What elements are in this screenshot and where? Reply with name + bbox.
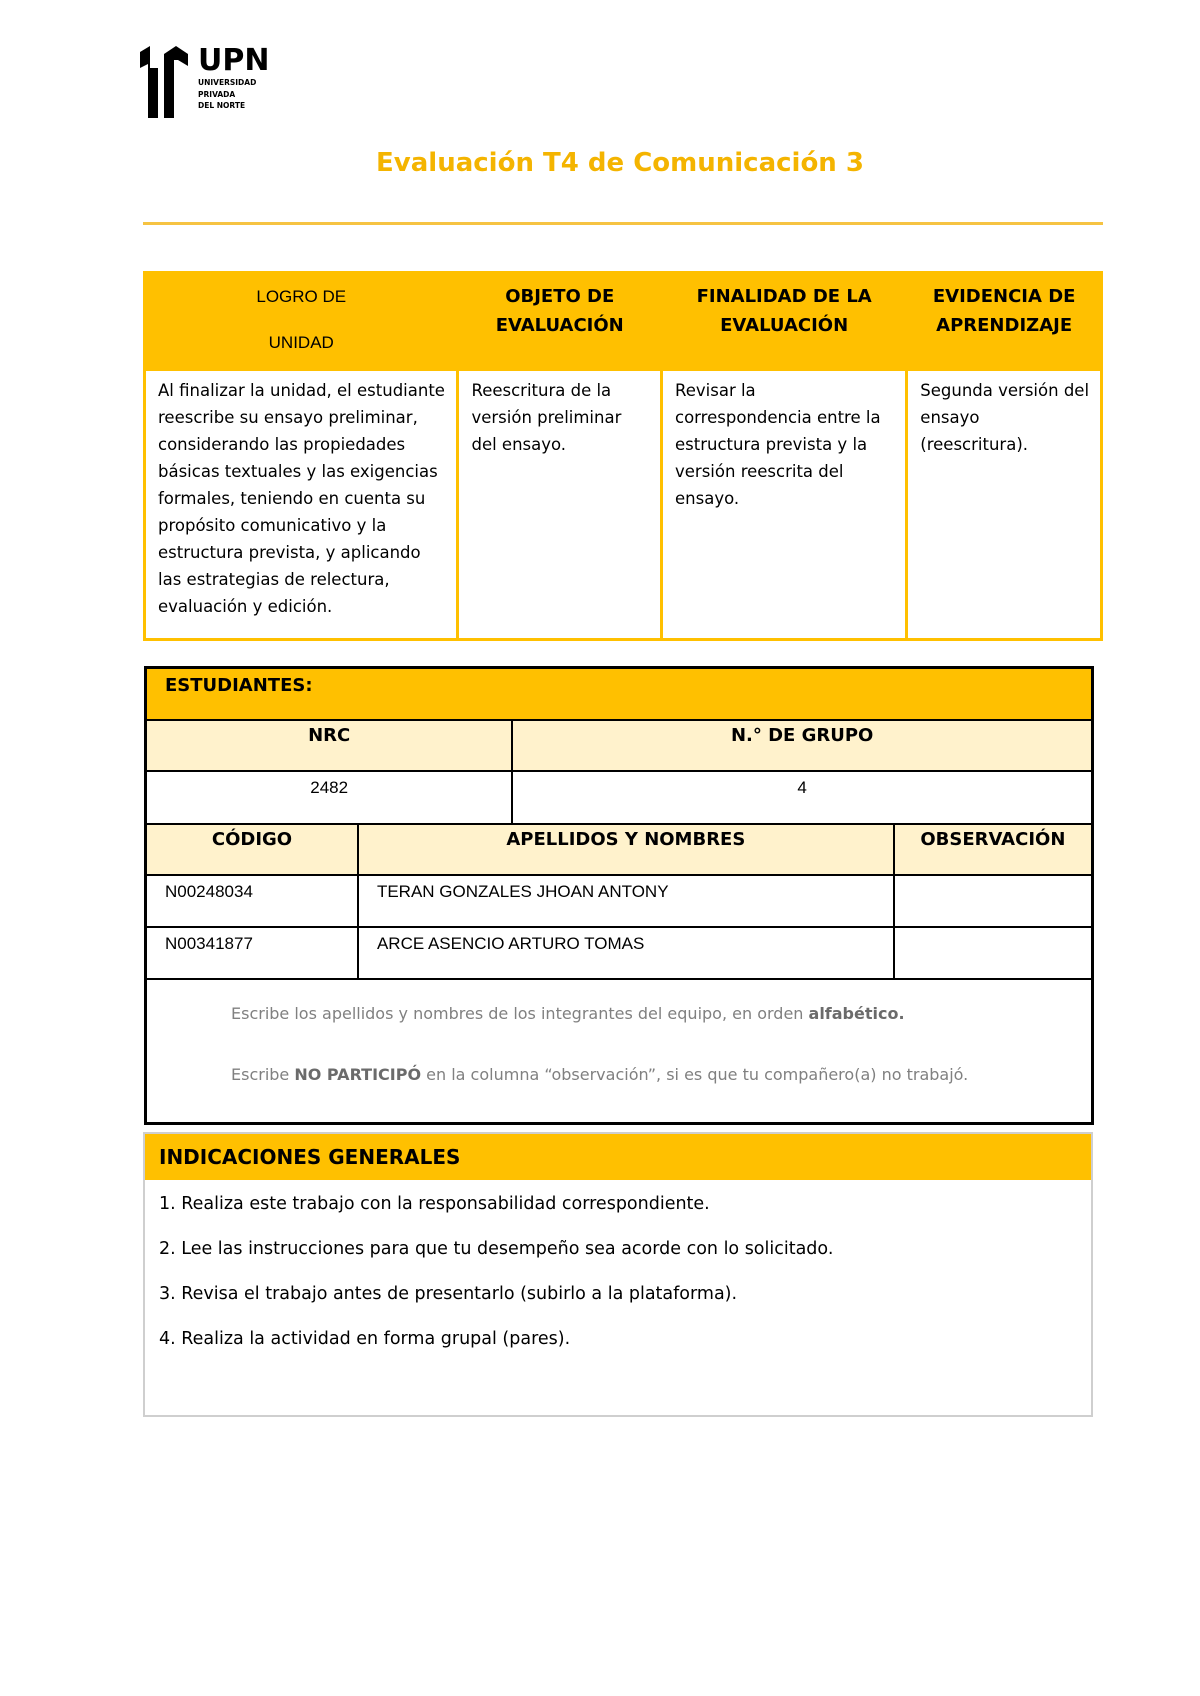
evaluation-table xyxy=(143,271,1103,641)
instruction-order xyxy=(231,1000,1091,1028)
instruction-no-participo xyxy=(231,1061,1091,1089)
student-code[interactable]: N00341877 xyxy=(146,927,358,979)
header-line: EVALUACIÓN xyxy=(495,315,624,336)
cell-logro: Al finalizar la unidad, el estudiante reescribe su ensayo preliminar, considerando las propiedades básicas textuales y las exigencias formales, teniendo en cuenta su propósito comunicativo y la estructura prevista, y aplicando las estrategias de relectura, evaluación y edición. xyxy=(145,370,458,640)
column-header-nombres: APELLIDOS Y NOMBRES xyxy=(358,824,894,875)
header-line: EVIDENCIA DE xyxy=(932,286,1076,307)
logo-wordmark xyxy=(198,43,270,111)
header-finalidad xyxy=(662,273,907,370)
header-line: APRENDIZAJE xyxy=(936,315,1073,336)
group-value[interactable]: 4 xyxy=(512,771,1092,824)
student-code[interactable]: N00248034 xyxy=(146,875,358,927)
group-label: N.° DE GRUPO xyxy=(512,720,1092,771)
header-logro xyxy=(145,273,458,370)
logo-line: UNIVERSIDAD xyxy=(198,78,257,87)
title-divider xyxy=(143,222,1103,225)
nrc-value[interactable]: 2482 xyxy=(146,771,513,824)
header-line: FINALIDAD DE LA xyxy=(696,286,872,307)
list-item: 1. Realiza este trabajo con la responsabilidad correspondiente. xyxy=(159,1194,710,1214)
column-header-observacion: OBSERVACIÓN xyxy=(894,824,1093,875)
table-row xyxy=(146,927,1093,979)
student-name[interactable]: ARCE ASENCIO ARTURO TOMAS xyxy=(358,927,894,979)
list-item: 4. Realiza la actividad en forma grupal (pares). xyxy=(159,1329,571,1349)
page-title: Evaluación T4 de Comunicación 3 xyxy=(376,148,864,178)
note-text: Escribe los apellidos y nombres de los integrantes del equipo, en orden xyxy=(231,1004,809,1023)
students-instructions xyxy=(146,979,1093,1124)
nrc-label: NRC xyxy=(146,720,513,771)
general-list xyxy=(144,1180,1092,1416)
cell-finalidad: Revisar la correspondencia entre la estructura prevista y la versión reescrita del ensayo. xyxy=(662,370,907,640)
header-evidencia xyxy=(907,273,1102,370)
cell-evidencia: Segunda versión del ensayo (reescritura). xyxy=(907,370,1102,640)
table-row xyxy=(146,875,1093,927)
list-item: 3. Revisa el trabajo antes de presentarlo (subirlo a la plataforma). xyxy=(159,1284,738,1304)
header-line: UNIDAD xyxy=(268,333,334,352)
header-line: EVALUACIÓN xyxy=(720,315,849,336)
students-table xyxy=(144,666,1094,1125)
students-title: ESTUDIANTES: xyxy=(146,668,1093,721)
student-observation[interactable] xyxy=(894,875,1093,927)
note-bold: NO PARTICIPÓ xyxy=(294,1065,422,1084)
logo-line: PRIVADA xyxy=(198,89,236,99)
student-observation[interactable] xyxy=(894,927,1093,979)
upn-logo-mark-icon xyxy=(140,46,200,121)
cell-objeto: Reescritura de la versión preliminar del ensayo. xyxy=(458,370,662,640)
logo-brand: UPN xyxy=(198,43,270,78)
note-bold: alfabético. xyxy=(808,1004,905,1023)
general-title: INDICACIONES GENERALES xyxy=(144,1133,1092,1180)
student-name[interactable]: TERAN GONZALES JHOAN ANTONY xyxy=(358,875,894,927)
header-line: LOGRO DE xyxy=(256,287,347,306)
header-objeto xyxy=(458,273,662,370)
logo-line: DEL NORTE xyxy=(198,101,246,110)
list-item: 2. Lee las instrucciones para que tu desempeño sea acorde con lo solicitado. xyxy=(159,1239,834,1259)
note-text: en la columna “observación”, si es que tu compañero(a) no trabajó. xyxy=(421,1065,969,1084)
header-line: OBJETO DE xyxy=(505,286,615,307)
column-header-codigo: CÓDIGO xyxy=(146,824,358,875)
general-indications-table xyxy=(143,1132,1093,1417)
note-text: Escribe xyxy=(231,1065,295,1084)
